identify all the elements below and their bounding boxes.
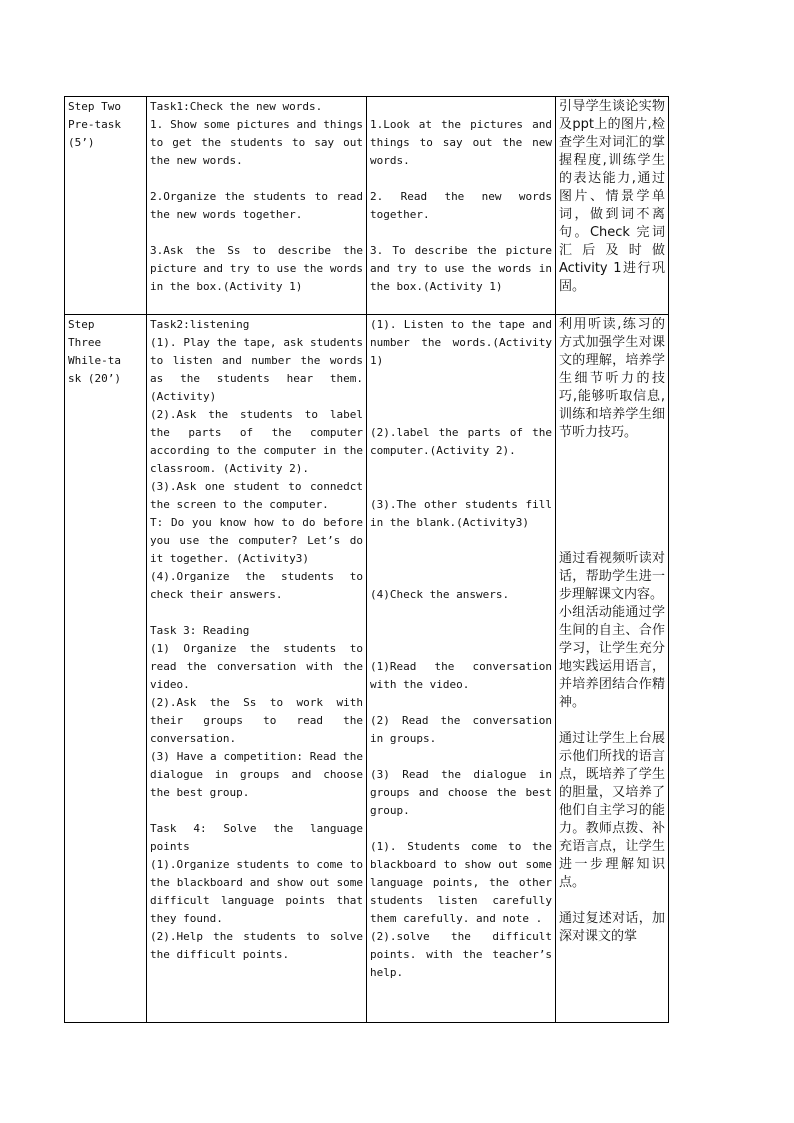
student-item: 1.Look at the pictures and things to say out the new words.	[370, 118, 552, 167]
teacher-item: (1) Organize the students to read the conversation with the video.	[150, 642, 363, 691]
step-cell	[65, 315, 147, 1023]
teacher-item: (1).Organize students to come to the blackboard and show out some difficult language points that they found.	[150, 858, 363, 925]
teacher-item: (3).Ask one student to connedct the screen to the computer.	[150, 480, 363, 511]
teacher-item: 2.Organize the students to read the new words together.	[150, 190, 363, 221]
teacher-item: (2).Help the students to solve the difficult points.	[150, 930, 363, 961]
step-label: Step Two	[68, 100, 121, 113]
teacher-item: 3.Ask the Ss to describe the picture and try to use the words in the box.(Activity 1)	[150, 244, 363, 293]
design-note: 通过看视频听读对话，帮助学生进一步理解课文内容。	[559, 551, 665, 602]
design-note: 引导学生谈论实物及ppt上的图片,检查学生对词汇的掌握程度,训练学生的表达能力,通过图片、情景学单词，做到词不离句。Check 完词汇后及时做 Activity 1进行巩固。	[559, 99, 665, 294]
student-item: (3).The other students fill in the blank.(Activity3)	[370, 498, 552, 529]
design-notes-cell	[556, 97, 669, 315]
step-label: Step	[68, 318, 95, 331]
student-item: (1). Students come to the blackboard to show out some language points, the other students listen carefully them carefully. and note .	[370, 840, 552, 925]
teacher-activity-cell	[147, 315, 367, 1023]
task-title: Task1:Check the new words.	[150, 100, 323, 113]
teacher-item: (3) Have a competition: Read the dialogue in groups and choose the best group.	[150, 750, 363, 799]
step-cell	[65, 97, 147, 315]
design-note: 通过复述对话，加深对课文的掌	[559, 911, 665, 944]
task-title: Task2:listening	[150, 318, 250, 331]
design-note: 利用听读,练习的方式加强学生对课文的理解，培养学生细节听力的技巧,能够听取信息,训练和培养学生细节听力技巧。	[559, 317, 665, 440]
design-note: 小组活动能通过学生间的自主、合作学习，让学生充分地实践运用语言，并培养团结合作精神。	[559, 605, 665, 710]
student-activity-cell	[367, 97, 556, 315]
student-activity-cell	[367, 315, 556, 1023]
student-item: (4)Check the answers.	[370, 588, 510, 601]
step-duration: sk (20’)	[68, 372, 121, 385]
teacher-activity-cell	[147, 97, 367, 315]
design-note: 通过让学生上台展示他们所找的语言点，既培养了学生的胆量，又培养了他们自主学习的能力。教师点拨、补充语言点，让学生进一步理解知识点。	[559, 731, 665, 890]
teacher-item: (1). Play the tape, ask students to listen and number the words as the students hear them.(Activity)	[150, 336, 363, 403]
student-item: (1)Read the conversation with the video.	[370, 660, 552, 691]
student-item: (2).solve the difficult points. with the teacher’s help.	[370, 930, 552, 979]
step-duration: (5’)	[68, 136, 95, 149]
step-number: Three	[68, 336, 102, 349]
student-item: (1). Listen to the tape and number the words.(Activity 1)	[370, 318, 552, 367]
table-row-pre-task	[65, 97, 669, 315]
teacher-item: T: Do you know how to do before you use the computer? Let’s do it together. (Activity3)	[150, 516, 363, 565]
table-row-while-task	[65, 315, 669, 1023]
teacher-item: (4).Organize the students to check their answers.	[150, 570, 363, 601]
student-item: (3) Read the dialogue in groups and choose the best group.	[370, 768, 552, 817]
student-item: 3. To describe the picture and try to use the words in the box.(Activity 1)	[370, 244, 552, 293]
task-title: Task 4: Solve the language points	[150, 822, 363, 853]
student-item: (2).label the parts of the computer.(Activity 2).	[370, 426, 552, 457]
teacher-item: 1. Show some pictures and things to get the students to say out the new words.	[150, 118, 363, 167]
task-title: Task 3: Reading	[150, 624, 250, 637]
student-item: (2) Read the conversation in groups.	[370, 714, 552, 745]
lesson-plan-table	[64, 96, 669, 1023]
design-notes-cell	[556, 315, 669, 1023]
teacher-item: (2).Ask the Ss to work with their groups to read the conversation.	[150, 696, 363, 745]
step-stage: Pre-task	[68, 118, 121, 131]
student-item: 2. Read the new words together.	[370, 190, 552, 221]
step-stage: While-ta	[68, 354, 121, 367]
teacher-item: (2).Ask the students to label the parts of the computer according to the computer in the classroom. (Activity 2).	[150, 408, 363, 475]
